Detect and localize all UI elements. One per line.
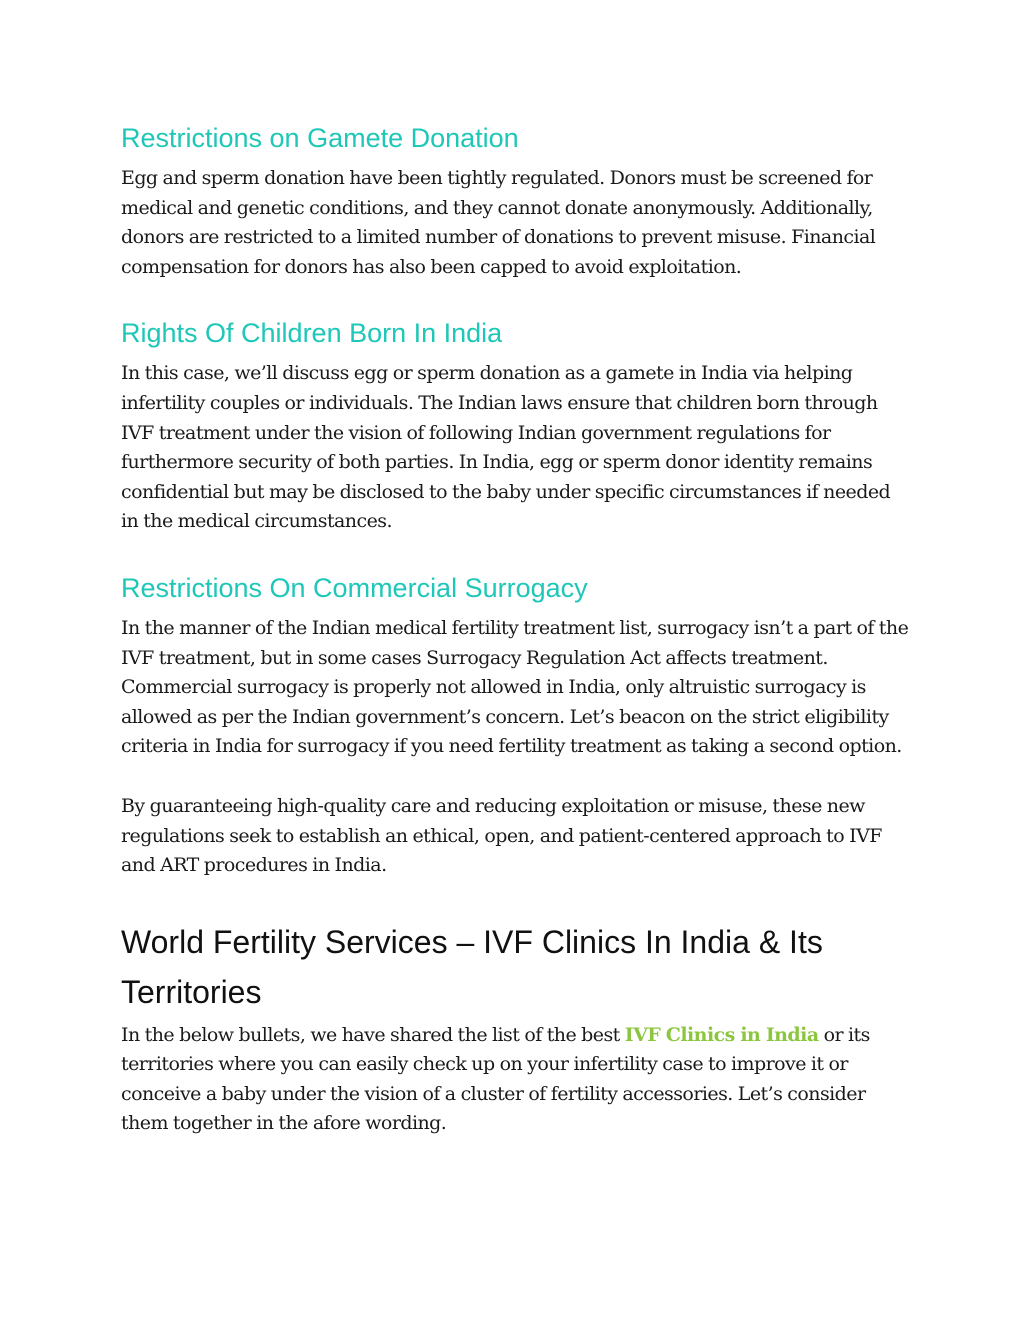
spacer — [121, 762, 911, 792]
spacer — [121, 537, 911, 568]
heading-commercial-surrogacy: Restrictions On Commercial Surrogacy — [121, 572, 588, 603]
paragraph-text-after-link: or its territories where you can easily check up on your infertility case to improve it or conceive a baby under the vision of a cluster of fertility accessories. Let’s consider them together in the afore wording. — [121, 1023, 870, 1135]
paragraph-regulations-summary: By guaranteeing high-quality care and reducing exploitation or misuse, these new regulations seek to establish an ethical, open, and patient-centered approach to IVF and ART procedures in India. — [121, 794, 882, 877]
heading-rights-of-children: Rights Of Children Born In India — [121, 318, 503, 349]
paragraph-ivf-clinics — [121, 1021, 911, 1139]
heading-world-fertility-services: World Fertility Services – IVF Clinics In India & Its Territories — [121, 923, 823, 1010]
paragraph-rights-of-children: In this case, we’ll discuss egg or sperm donation as a gamete in India via helping infertility couples or individuals. The Indian laws ensure that children born through IVF treatment under the vision of following Indian government regulations for furthermore security of both parties. In India, egg or sperm donor identity remains confidential but may be disclosed to the baby under specific circumstances if needed in the medical circumstances. — [121, 362, 891, 533]
spacer — [121, 881, 911, 917]
paragraph-text-before-link: In the below bullets, we have shared the list of the best — [121, 1023, 625, 1046]
ivf-clinics-in-india-link[interactable]: IVF Clinics in India — [624, 1023, 819, 1046]
paragraph-commercial-surrogacy: In the manner of the Indian medical fertility treatment list, surrogacy isn’t a part of the IVF treatment, but in some cases Surrogacy Regulation Act affects treatment. Commercial surrogacy is properly not allowed in India, only altruistic surrogacy is allowed as per the Indian government’s concern. Let’s beacon on the strict eligibility criteria in India for surrogacy if you need fertility treatment as taking a second option. — [121, 616, 909, 758]
paragraph-gamete-donation: Egg and sperm donation have been tightly regulated. Donors must be screened for medical and genetic conditions, and they cannot donate anonymously. Additionally, donors are restricted to a limited number of donations to prevent misuse. Financial compensation for donors has also been capped to avoid exploitation. — [121, 167, 876, 278]
heading-gamete-donation: Restrictions on Gamete Donation — [121, 123, 519, 153]
document-page — [121, 118, 911, 1139]
spacer — [121, 282, 911, 313]
